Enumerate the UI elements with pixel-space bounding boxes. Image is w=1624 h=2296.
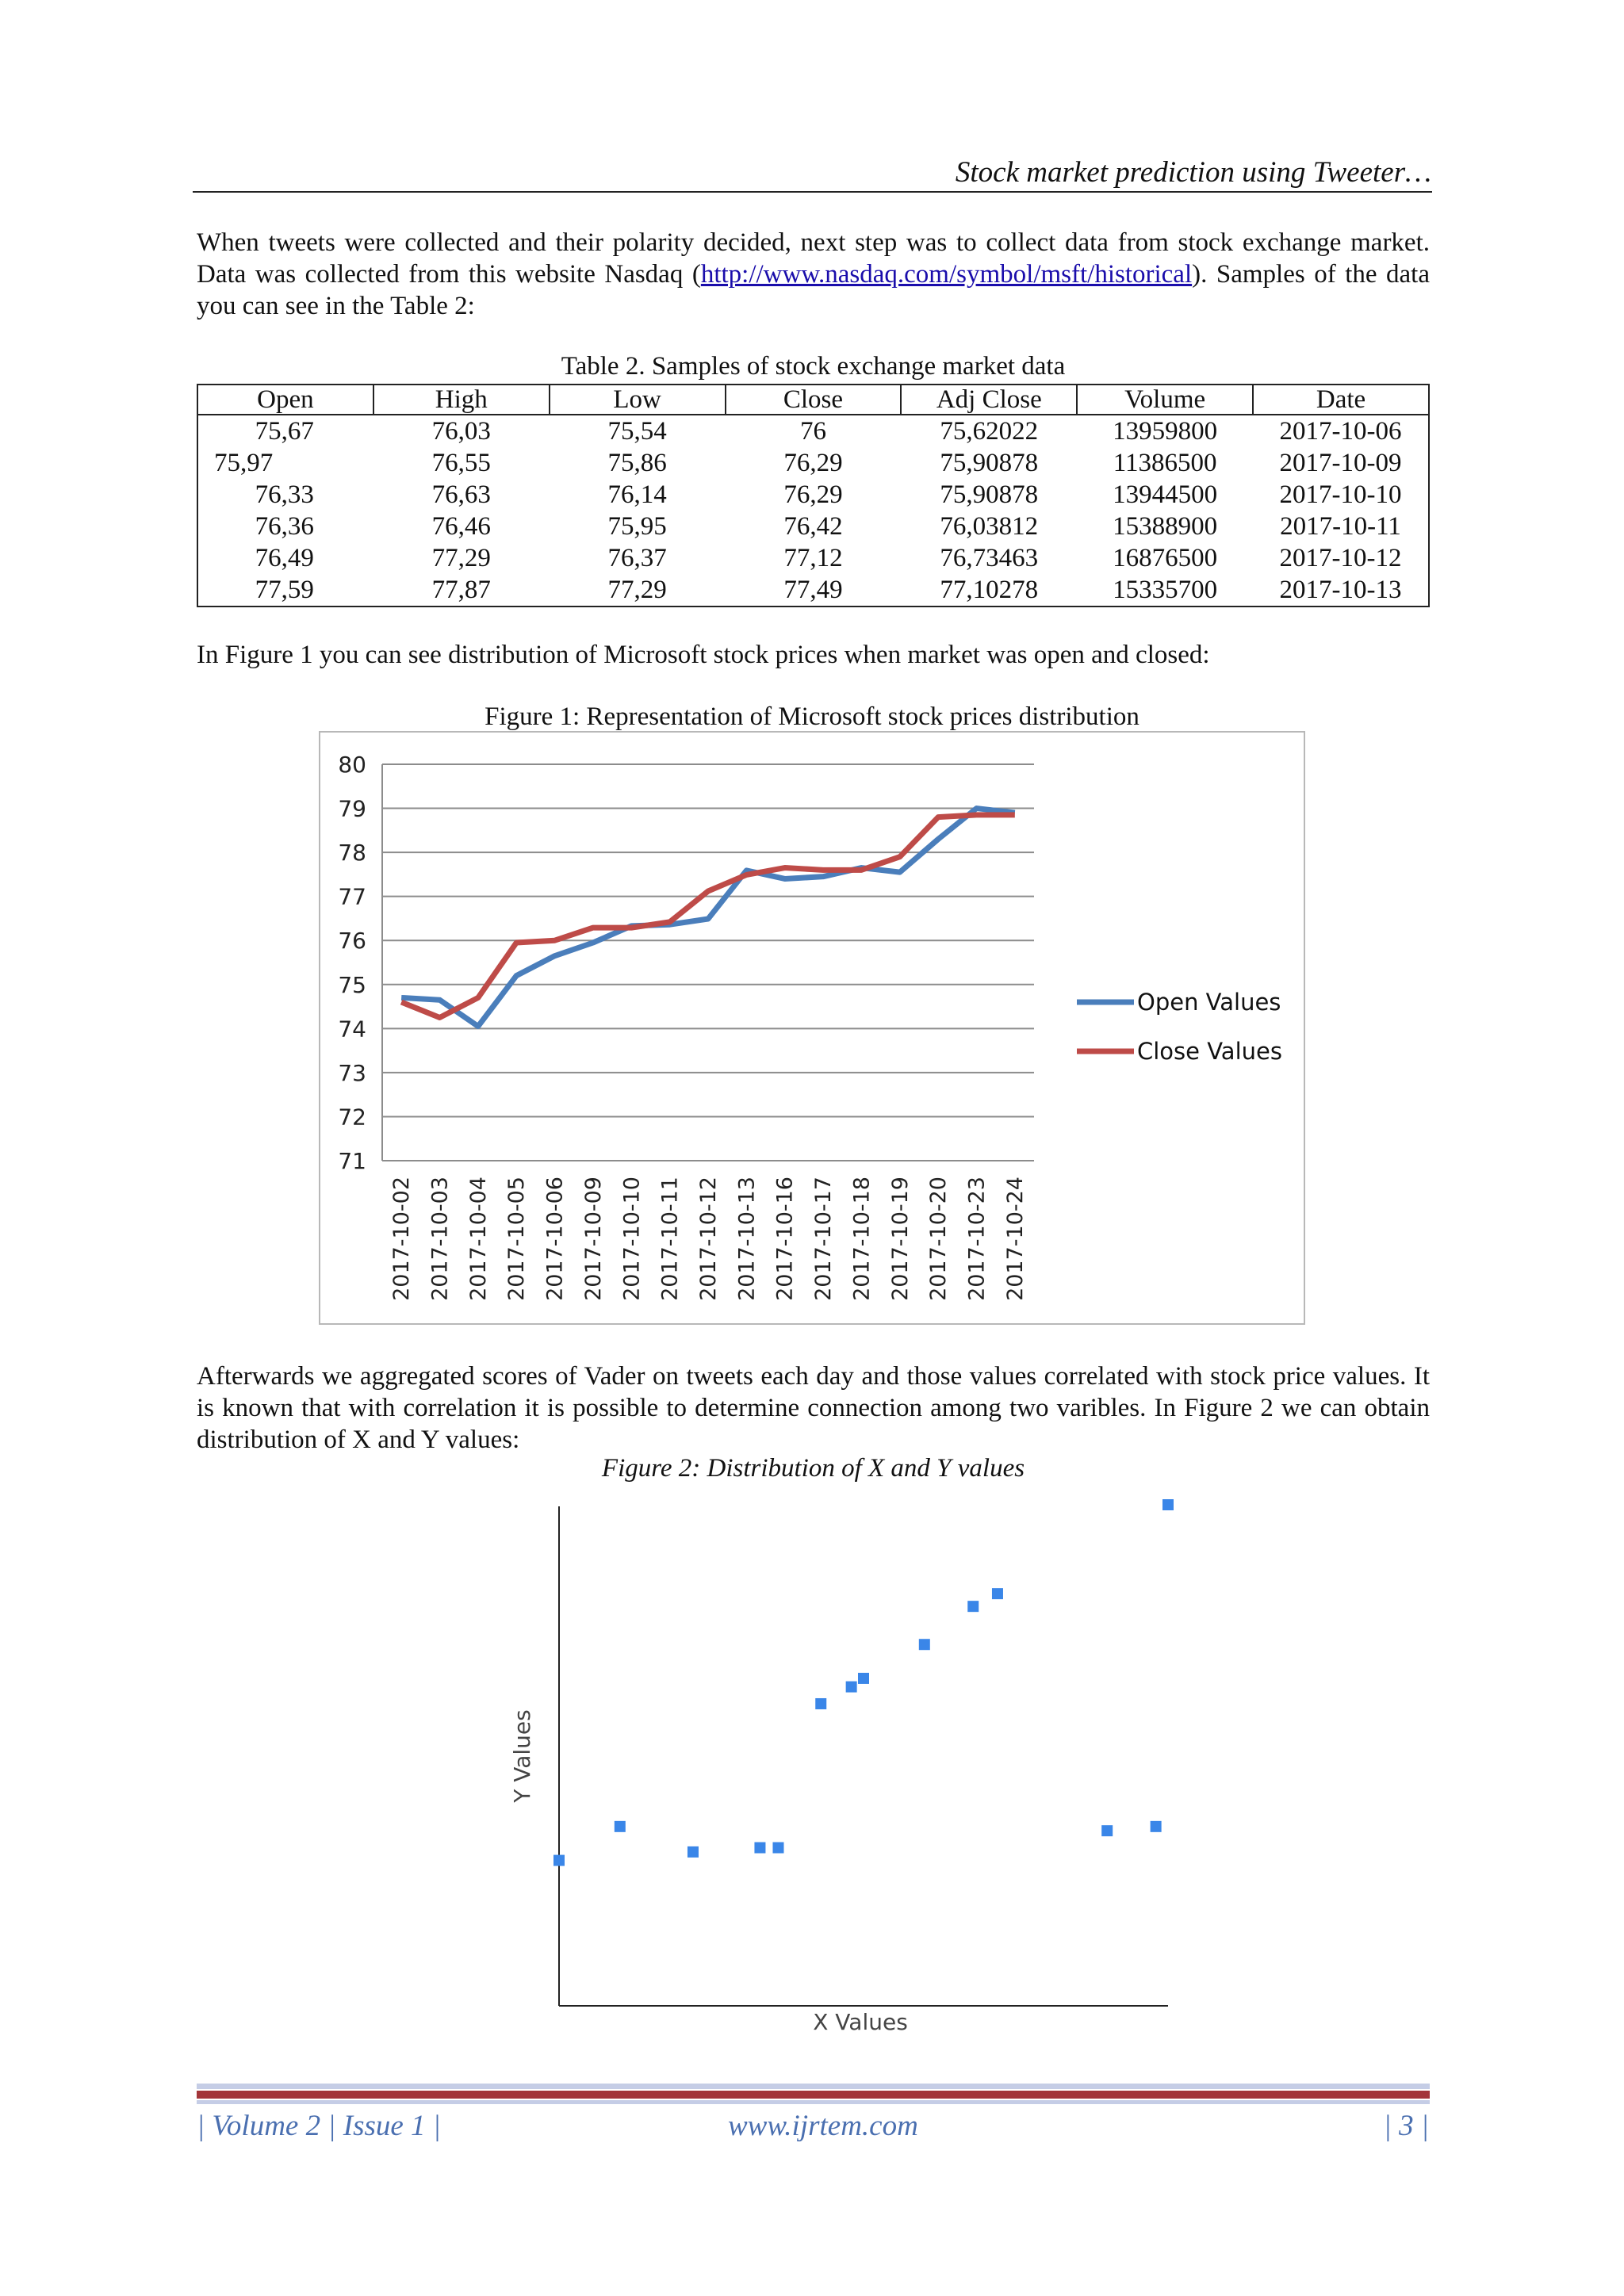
- x-tick-label: 2017-10-04: [465, 1177, 491, 1301]
- scatter-point: [1101, 1825, 1113, 1836]
- table-cell: 75,90878: [940, 449, 1039, 477]
- table-row: [197, 479, 1429, 511]
- table-cell: 76,29: [783, 480, 843, 509]
- table-cell: 77,59: [255, 576, 314, 604]
- table-cell: 75,62022: [940, 417, 1039, 446]
- table-cell: 76,42: [783, 512, 843, 541]
- table-cell: 77,87: [431, 576, 491, 604]
- x-tick-label: 2017-10-10: [619, 1177, 645, 1301]
- scatter-point: [772, 1843, 783, 1854]
- y-axis-label: Y Values: [509, 1709, 535, 1803]
- open-values-line: [401, 809, 1015, 1027]
- running-header-title: Stock market prediction using Tweeter…: [955, 156, 1431, 189]
- legend-label: Close Values: [1137, 1038, 1282, 1065]
- x-tick-label: 2017-10-19: [887, 1177, 913, 1301]
- table-cell: 13959800: [1113, 417, 1218, 446]
- table-cell: 77,49: [783, 576, 843, 604]
- x-tick-label: 2017-10-03: [427, 1177, 453, 1301]
- table-header-cell: Volume: [1077, 385, 1253, 415]
- table-cell: 76,03: [431, 417, 491, 446]
- scatter-point: [846, 1682, 857, 1693]
- x-tick-label: 2017-10-20: [926, 1177, 952, 1301]
- x-tick-label: 2017-10-24: [1002, 1177, 1028, 1301]
- y-tick-label: 77: [338, 883, 366, 910]
- table-row: [197, 415, 1429, 447]
- stock-data-table: [197, 384, 1430, 607]
- footer-website[interactable]: www.ijrtem.com: [728, 2110, 918, 2142]
- table-cell: 2017-10-12: [1279, 544, 1402, 572]
- table-cell: 76: [799, 417, 826, 446]
- table-cell: 15388900: [1113, 512, 1218, 541]
- scatter-point: [919, 1639, 930, 1650]
- x-tick-label: 2017-10-23: [964, 1177, 990, 1301]
- footer-bar-middle: [197, 2091, 1430, 2099]
- scatter-point: [754, 1843, 765, 1854]
- y-tick-label: 80: [338, 752, 366, 778]
- table-cell: 76,73463: [940, 544, 1039, 572]
- nasdaq-link[interactable]: http://www.nasdaq.com/symbol/msft/historical: [700, 260, 1193, 289]
- table-header-cell: High: [373, 385, 550, 415]
- scatter-point: [1162, 1499, 1174, 1510]
- figure2-caption: Figure 2: Distribution of X and Y values: [601, 1454, 1025, 1483]
- table-cell: 75,86: [607, 449, 667, 477]
- scatter-point: [1151, 1821, 1162, 1832]
- footer-volume-issue: | Volume 2 | Issue 1 |: [197, 2110, 441, 2142]
- table-header-cell: Open: [197, 385, 373, 415]
- scatter-point: [992, 1588, 1003, 1599]
- table-cell: 77,29: [431, 544, 491, 572]
- table-cell: 15335700: [1113, 576, 1218, 604]
- y-tick-label: 79: [338, 795, 366, 822]
- table-cell: 2017-10-13: [1279, 576, 1402, 604]
- y-tick-label: 71: [338, 1148, 366, 1174]
- header-rule: [193, 191, 1432, 193]
- figure1-line-chart: [320, 733, 1304, 1323]
- x-tick-label: 2017-10-09: [580, 1177, 606, 1301]
- x-tick-label: 2017-10-16: [772, 1177, 798, 1301]
- y-tick-label: 76: [338, 928, 366, 955]
- footer-bar-bottom: [197, 2100, 1430, 2104]
- table-header-cell: Adj Close: [901, 385, 1077, 415]
- table-cell: 75,97: [214, 449, 274, 477]
- y-tick-label: 75: [338, 971, 366, 998]
- table-cell: 75,90878: [940, 480, 1039, 509]
- table-cell: 76,14: [607, 480, 667, 509]
- table-cell: 76,29: [783, 449, 843, 477]
- table-cell: 77,29: [607, 576, 667, 604]
- x-axis-label: X Values: [813, 2009, 908, 2035]
- table-cell: 2017-10-10: [1279, 480, 1402, 509]
- paragraph-correlation: Afterwards we aggregated scores of Vader on tweets each day and those values correlated with stock price values. It is known that with correlation it is possible to determine connection among two varibles. In Figure 2 we can obtain distribution of X and Y values:: [197, 1362, 1430, 1454]
- scatter-point: [688, 1846, 699, 1858]
- paragraph-intro-text: When tweets were collected and their polarity decided, next step was to collect data from stock exchange market. Data was collected from this website Nasdaq (: [197, 228, 1430, 289]
- table-header-cell: Date: [1253, 385, 1429, 415]
- scatter-point: [858, 1673, 869, 1684]
- x-tick-label: 2017-10-12: [696, 1177, 721, 1301]
- x-tick-label: 2017-10-13: [734, 1177, 760, 1301]
- table-cell: 77,12: [783, 544, 843, 572]
- table-cell: 76,33: [255, 480, 314, 509]
- y-tick-label: 78: [338, 840, 366, 867]
- table-row: [197, 447, 1429, 479]
- scatter-point: [553, 1855, 565, 1866]
- x-tick-label: 2017-10-18: [849, 1177, 875, 1301]
- table-cell: 2017-10-06: [1279, 417, 1402, 446]
- table-cell: 76,03812: [940, 512, 1039, 541]
- table-caption: Table 2. Samples of stock exchange market data: [561, 352, 1066, 381]
- x-tick-label: 2017-10-06: [542, 1177, 568, 1301]
- y-tick-label: 73: [338, 1059, 366, 1086]
- scatter-point: [615, 1821, 626, 1832]
- table-cell: 76,63: [431, 480, 491, 509]
- figure1-caption: Figure 1: Representation of Microsoft stock prices distribution: [485, 702, 1139, 731]
- y-tick-label: 74: [338, 1016, 366, 1043]
- table-cell: 2017-10-11: [1280, 512, 1401, 541]
- table-cell: 75,54: [607, 417, 667, 446]
- paragraph-intro-tail: ). Samples of the data you can see in the Table 2:: [197, 260, 1430, 320]
- footer-bar-top: [197, 2084, 1430, 2089]
- table-cell: 76,55: [431, 449, 491, 477]
- table-row: [197, 574, 1429, 607]
- scatter-point: [967, 1601, 979, 1612]
- table-cell: 2017-10-09: [1279, 449, 1402, 477]
- table-cell: 13944500: [1113, 480, 1218, 509]
- table-cell: 76,49: [255, 544, 314, 572]
- footer-page-number: | 3 |: [1383, 2110, 1429, 2142]
- table-cell: 75,95: [607, 512, 667, 541]
- x-tick-label: 2017-10-02: [389, 1177, 415, 1301]
- footer-rule: [197, 2084, 1430, 2104]
- table-cell: 76,36: [255, 512, 314, 541]
- figure2-scatter-chart: [508, 1483, 1205, 2038]
- table-cell: 76,46: [431, 512, 491, 541]
- table-cell: 77,10278: [940, 576, 1039, 604]
- paragraph-figure1-intro: In Figure 1 you can see distribution of Microsoft stock prices when market was open and closed:: [197, 641, 1210, 669]
- table-cell: 16876500: [1113, 544, 1218, 572]
- legend-label: Open Values: [1137, 989, 1281, 1016]
- y-tick-label: 72: [338, 1104, 366, 1131]
- table-cell: 11386500: [1113, 449, 1217, 477]
- x-tick-label: 2017-10-05: [504, 1177, 530, 1301]
- x-tick-label: 2017-10-11: [657, 1177, 683, 1301]
- scatter-point: [815, 1698, 826, 1709]
- table-header-row: [197, 385, 1429, 415]
- table-header-cell: Close: [726, 385, 902, 415]
- table-cell: 75,67: [255, 417, 314, 446]
- table-row: [197, 542, 1429, 574]
- figure1-chart-frame: [319, 731, 1305, 1325]
- table-cell: 76,37: [607, 544, 667, 572]
- paragraph-intro: [197, 227, 1430, 322]
- x-tick-label: 2017-10-17: [811, 1177, 837, 1301]
- table-row: [197, 511, 1429, 542]
- table-header-cell: Low: [550, 385, 726, 415]
